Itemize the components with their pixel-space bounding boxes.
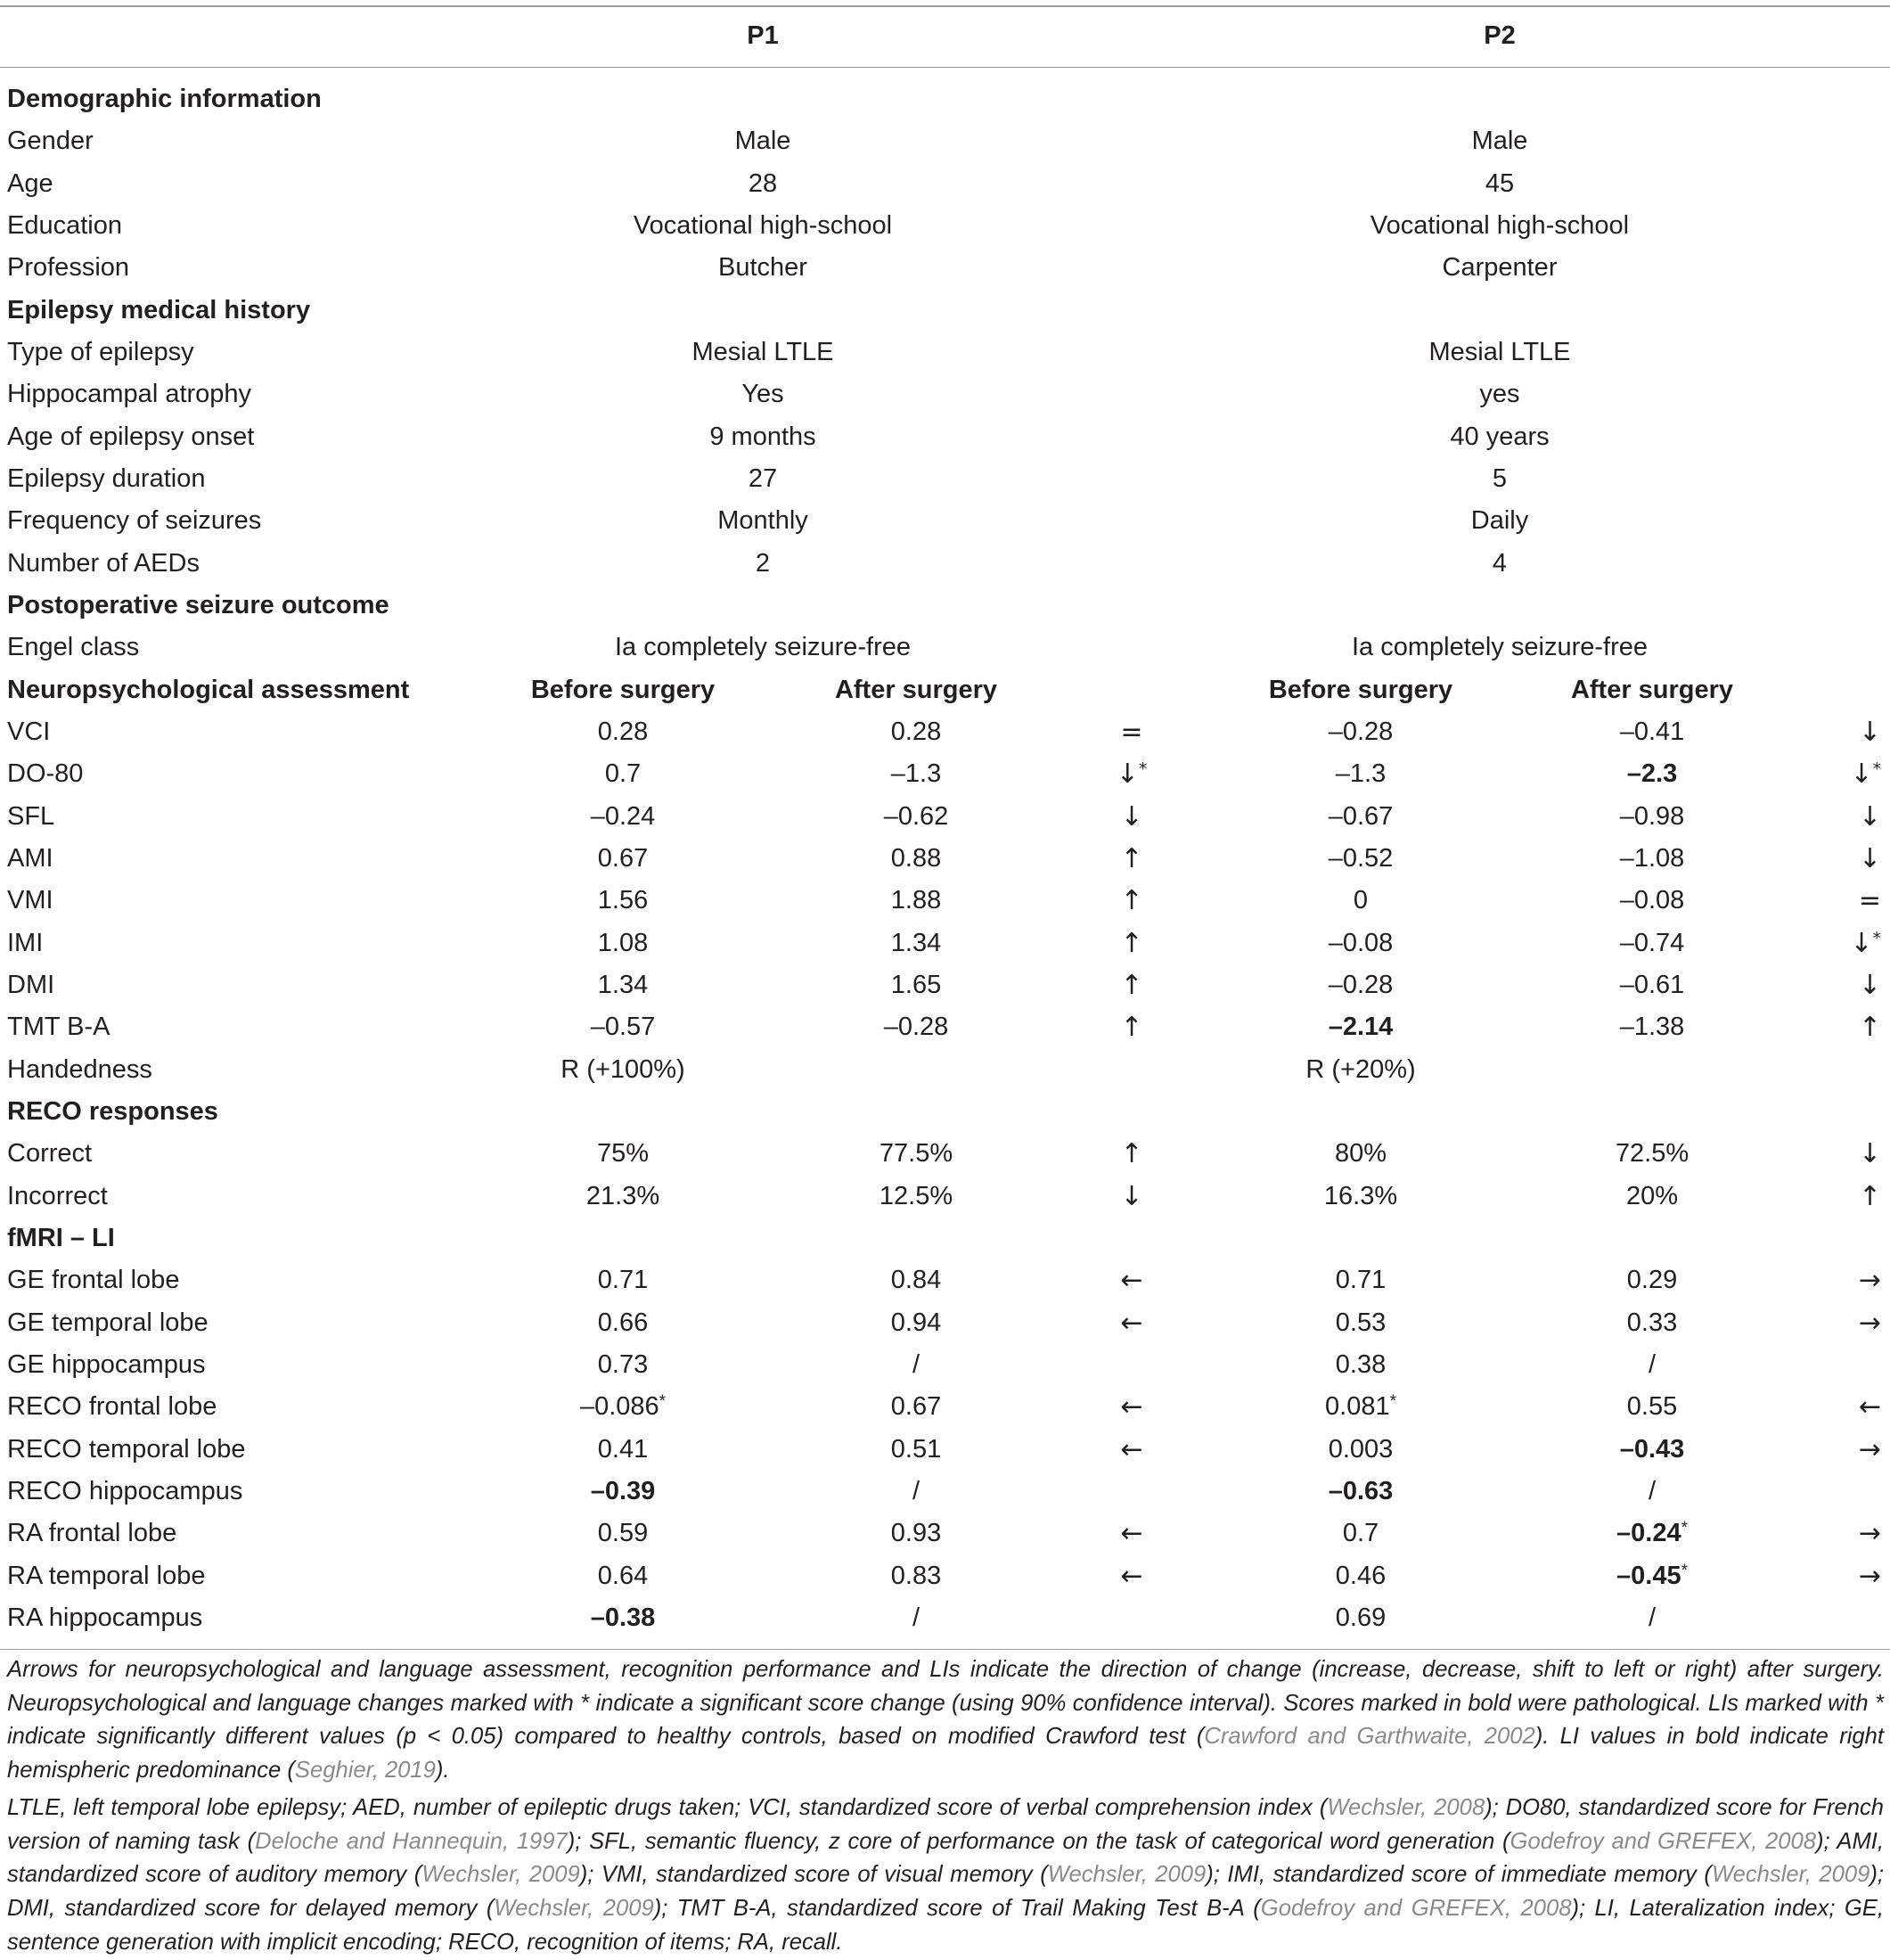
row-label: RA hippocampus xyxy=(7,1603,203,1632)
p1-after-value: 0.83 xyxy=(890,1561,942,1590)
row-label: Epilepsy duration xyxy=(7,463,206,493)
p1-after-value: 0.94 xyxy=(890,1308,942,1337)
p2-change-arrow: → xyxy=(1858,1560,1881,1592)
p2-after-value: / xyxy=(1648,1476,1657,1505)
p2-change-arrow: → xyxy=(1858,1518,1881,1550)
header-rule xyxy=(0,67,1890,68)
footnote-text: ); DO80, standardized score for French version of naming task ( xyxy=(7,1795,1884,1854)
citation-link: Seghier, 2019 xyxy=(294,1758,436,1784)
p1-before-value: –0.086* xyxy=(579,1392,667,1422)
p1-before-value: 0.64 xyxy=(597,1561,649,1590)
p1-after-value: 0.28 xyxy=(890,717,942,746)
citation-link: Wechsler, 2008 xyxy=(1327,1795,1485,1820)
p2-value: yes xyxy=(1479,380,1520,409)
row-label: RECO temporal lobe xyxy=(7,1434,246,1464)
p2-change-arrow: ↓* xyxy=(1850,927,1881,959)
footnote-text: ). xyxy=(435,1758,450,1784)
p2-change-arrow: → xyxy=(1858,1265,1881,1297)
p2-after-value: –0.45* xyxy=(1616,1561,1688,1590)
p1-before-value: –0.57 xyxy=(590,1013,656,1042)
p2-change-arrow: ↑ xyxy=(1858,1012,1881,1044)
p2-change-arrow: → xyxy=(1858,1307,1881,1339)
row-label: Incorrect xyxy=(7,1181,108,1210)
p1-value: Butcher xyxy=(718,253,807,283)
col-header-p1-before: Before surgery xyxy=(530,675,716,704)
row-label: TMT B-A xyxy=(7,1013,110,1042)
section-heading: fMRI – LI xyxy=(7,1223,115,1252)
p2-before-value: –0.52 xyxy=(1328,843,1394,873)
p2-before-value: 0 xyxy=(1353,886,1369,915)
header-p2: P2 xyxy=(1484,21,1516,50)
significance-star: * xyxy=(659,1392,667,1412)
p1-before-value: 0.67 xyxy=(597,843,649,873)
p1-after-value: 0.93 xyxy=(890,1519,942,1548)
p2-before-value: –1.3 xyxy=(1335,759,1387,789)
p2-before-value: –0.63 xyxy=(1328,1476,1394,1505)
p1-value: Male xyxy=(734,127,791,156)
p2-after-value: –0.24* xyxy=(1616,1519,1688,1548)
section-heading: Demographic information xyxy=(7,85,322,113)
p1-change-arrow: ← xyxy=(1120,1265,1143,1297)
p1-change-arrow: ↑ xyxy=(1120,885,1143,917)
p2-change-arrow: ↓* xyxy=(1850,759,1881,791)
row-label: Frequency of seizures xyxy=(7,506,262,536)
p2-value: Daily xyxy=(1470,506,1529,536)
p1-change-arrow: ↑ xyxy=(1120,1138,1143,1170)
footnote-text: LTLE, left temporal lobe epilepsy; AED, number of epileptic drugs taken; VCI, standardized score of verbal comprehension index ( xyxy=(7,1795,1328,1820)
p1-before-value: R (+100%) xyxy=(560,1054,685,1084)
p1-value: 9 months xyxy=(709,422,816,451)
p1-after-value: / xyxy=(912,1349,920,1379)
row-label: DMI xyxy=(7,970,55,999)
col-header-p1-after: After surgery xyxy=(834,675,998,704)
p1-value: 27 xyxy=(748,463,778,493)
p2-before-value: –0.28 xyxy=(1328,717,1394,746)
p2-after-value: 0.55 xyxy=(1626,1392,1678,1422)
p1-before-value: 1.34 xyxy=(597,970,649,999)
row-label: RA temporal lobe xyxy=(7,1561,206,1590)
p1-change-arrow: ← xyxy=(1120,1518,1143,1550)
row-label: RA frontal lobe xyxy=(7,1519,177,1548)
p1-after-value: 1.88 xyxy=(890,886,942,915)
p1-after-value: / xyxy=(912,1603,920,1632)
row-label: VMI xyxy=(7,886,53,915)
footnote-text: ); TMT B-A, standardized score of Trail Making Test B-A ( xyxy=(653,1896,1261,1922)
p2-after-value: / xyxy=(1648,1349,1657,1379)
p1-before-value: 0.59 xyxy=(597,1519,649,1548)
p1-value: 28 xyxy=(748,168,778,198)
p2-after-value: –0.43 xyxy=(1619,1434,1685,1464)
p1-change-arrow: ↑ xyxy=(1120,1012,1143,1044)
p1-before-value: 75% xyxy=(596,1139,650,1169)
section-heading: Neuropsychological assessment xyxy=(7,675,410,704)
p1-after-value: 0.88 xyxy=(890,843,942,873)
row-label: Age xyxy=(7,168,53,198)
p1-value: Ia completely seizure-free xyxy=(614,633,912,662)
p1-value: Yes xyxy=(741,380,784,409)
p1-after-value: –0.62 xyxy=(883,801,949,831)
significance-star: * xyxy=(1138,759,1148,780)
p1-after-value: 0.84 xyxy=(890,1266,942,1295)
p2-after-value: –0.08 xyxy=(1619,886,1685,915)
row-label: Engel class xyxy=(7,633,140,662)
p2-after-value: –2.3 xyxy=(1626,759,1678,789)
p1-after-value: 1.65 xyxy=(890,970,942,999)
row-label: GE frontal lobe xyxy=(7,1266,180,1295)
significance-star: * xyxy=(1872,928,1881,948)
footnote-text: ); AMI, standardized score of auditory memory ( xyxy=(7,1828,1884,1888)
p1-before-value: 0.73 xyxy=(597,1349,649,1379)
p1-change-arrow: ↑ xyxy=(1120,842,1143,874)
p2-before-value: –2.14 xyxy=(1328,1013,1394,1042)
p2-before-value: 0.003 xyxy=(1328,1434,1394,1464)
p1-after-value: 0.51 xyxy=(890,1434,942,1464)
p1-after-value: –1.3 xyxy=(890,759,942,789)
footnote-text: ); DMI, standardized score for delayed memory ( xyxy=(7,1862,1884,1922)
p2-value: Ia completely seizure-free xyxy=(1351,633,1649,662)
p1-value: Mesial LTLE xyxy=(691,337,834,366)
p2-change-arrow: ↓ xyxy=(1858,1138,1881,1170)
significance-star: * xyxy=(1389,1392,1396,1412)
p2-change-arrow: → xyxy=(1858,1433,1881,1465)
footnote-text: ); IMI, standardized score of immediate memory ( xyxy=(1206,1862,1712,1888)
p1-after-value: / xyxy=(912,1476,920,1505)
p2-change-arrow: ↓ xyxy=(1858,969,1881,1001)
p1-change-arrow: ↓ xyxy=(1120,800,1143,832)
p1-before-value: –0.24 xyxy=(590,801,656,831)
p1-before-value: 0.41 xyxy=(597,1434,649,1464)
p1-change-arrow: ↑ xyxy=(1120,969,1143,1001)
p1-before-value: 0.71 xyxy=(597,1266,649,1295)
p1-before-value: 1.56 xyxy=(597,886,649,915)
p1-change-arrow: ← xyxy=(1120,1307,1143,1339)
p1-value: Vocational high-school xyxy=(633,210,893,240)
p2-after-value: –0.74 xyxy=(1619,928,1685,957)
p1-change-arrow: ↓* xyxy=(1116,759,1148,791)
section-heading: Epilepsy medical history xyxy=(7,295,311,324)
p1-value: 2 xyxy=(755,548,771,578)
p1-after-value: 1.34 xyxy=(890,928,942,957)
section-heading: Postoperative seizure outcome xyxy=(7,590,389,619)
p2-after-value: 0.29 xyxy=(1626,1266,1678,1295)
p1-after-value: 12.5% xyxy=(879,1181,953,1210)
citation-link: Wechsler, 2009 xyxy=(421,1862,580,1888)
p2-change-arrow: ↓ xyxy=(1858,716,1881,748)
p2-before-value: 0.69 xyxy=(1335,1603,1387,1632)
significance-star: * xyxy=(1681,1519,1688,1538)
citation-link: Wechsler, 2009 xyxy=(494,1896,654,1922)
p1-change-arrow: ↑ xyxy=(1120,927,1143,959)
p1-after-value: 77.5% xyxy=(879,1139,953,1169)
p2-before-value: 16.3% xyxy=(1323,1181,1398,1210)
p2-after-value: –0.61 xyxy=(1619,970,1685,999)
p2-before-value: 0.46 xyxy=(1335,1561,1387,1590)
p1-value: Monthly xyxy=(717,506,808,536)
p2-before-value: 0.38 xyxy=(1335,1349,1387,1379)
p2-value: Carpenter xyxy=(1442,253,1558,283)
significance-star: * xyxy=(1872,759,1881,780)
citation-link: Godefroy and GREFEX, 2008 xyxy=(1260,1896,1572,1922)
row-label: RECO frontal lobe xyxy=(7,1392,217,1422)
citation-link: Wechsler, 2009 xyxy=(1047,1862,1207,1888)
p2-after-value: –1.38 xyxy=(1619,1013,1685,1042)
p2-change-arrow: = xyxy=(1858,885,1881,917)
p1-change-arrow: ← xyxy=(1120,1391,1143,1423)
p2-after-value: 20% xyxy=(1625,1181,1679,1210)
p1-change-arrow: ← xyxy=(1120,1560,1143,1592)
row-label: Education xyxy=(7,210,122,240)
row-label: RECO hippocampus xyxy=(7,1476,243,1505)
p2-before-value: –0.67 xyxy=(1328,801,1394,831)
p2-before-value: 80% xyxy=(1334,1139,1387,1169)
row-label: Profession xyxy=(7,253,130,283)
citation-link: Deloche and Hannequin, 1997 xyxy=(255,1828,568,1854)
footnote-text: ); VMI, standardized score of visual memory ( xyxy=(579,1862,1048,1888)
p2-before-value: –0.28 xyxy=(1328,970,1394,999)
p1-before-value: –0.38 xyxy=(590,1603,656,1632)
row-label: GE hippocampus xyxy=(7,1349,206,1379)
col-header-p2-after: After surgery xyxy=(1570,675,1734,704)
row-label: SFL xyxy=(7,801,55,831)
p2-change-arrow: ← xyxy=(1858,1391,1881,1423)
p1-after-value: 0.67 xyxy=(890,1392,942,1422)
p2-value: 45 xyxy=(1485,168,1515,198)
p2-change-arrow: ↓ xyxy=(1858,800,1881,832)
p2-before-value: –0.08 xyxy=(1328,928,1394,957)
p2-value: Male xyxy=(1471,127,1528,156)
p2-before-value: 0.081* xyxy=(1325,1392,1396,1422)
p2-before-value: R (+20%) xyxy=(1305,1054,1416,1084)
p1-before-value: 0.7 xyxy=(604,759,642,789)
table-footnote-abbreviations xyxy=(7,1792,1884,1960)
row-label: GE temporal lobe xyxy=(7,1308,209,1337)
bottom-rule xyxy=(0,1649,1890,1650)
p2-after-value: / xyxy=(1648,1603,1657,1632)
p1-change-arrow: ← xyxy=(1120,1433,1143,1465)
p2-value: 4 xyxy=(1492,548,1508,578)
header-p1: P1 xyxy=(747,21,779,50)
p2-before-value: 0.53 xyxy=(1335,1308,1387,1337)
row-label: DO-80 xyxy=(7,759,84,789)
p2-after-value: –0.98 xyxy=(1619,801,1685,831)
row-label: Handedness xyxy=(7,1054,152,1084)
citation-link: Crawford and Garthwaite, 2002 xyxy=(1204,1724,1535,1750)
p2-value: 5 xyxy=(1492,463,1508,493)
top-rule xyxy=(0,5,1890,7)
p2-after-value: 0.33 xyxy=(1626,1308,1678,1337)
row-label: Type of epilepsy xyxy=(7,337,194,366)
significance-star: * xyxy=(1681,1561,1688,1580)
p1-before-value: 1.08 xyxy=(597,928,649,957)
p2-after-value: –1.08 xyxy=(1619,843,1685,873)
p2-change-arrow: ↓ xyxy=(1858,842,1881,874)
row-label: IMI xyxy=(7,928,44,957)
p2-value: Vocational high-school xyxy=(1370,210,1630,240)
p1-before-value: 0.28 xyxy=(597,717,649,746)
p1-before-value: –0.39 xyxy=(590,1476,656,1505)
p2-value: 40 years xyxy=(1450,422,1550,451)
row-label: AMI xyxy=(7,843,53,873)
p1-change-arrow: ↓ xyxy=(1120,1180,1143,1212)
p1-change-arrow: = xyxy=(1120,716,1143,748)
footnote-text: ); SFL, semantic fluency, z core of performance on the task of categorical word generation ( xyxy=(567,1828,1510,1854)
section-heading: RECO responses xyxy=(7,1096,218,1126)
citation-link: Godefroy and GREFEX, 2008 xyxy=(1510,1828,1816,1854)
row-label: Hippocampal atrophy xyxy=(7,380,252,409)
row-label: VCI xyxy=(7,717,51,746)
p2-change-arrow: ↑ xyxy=(1858,1180,1881,1212)
row-label: Age of epilepsy onset xyxy=(7,422,255,451)
p1-before-value: 0.66 xyxy=(597,1308,649,1337)
footnote-text: Arrows for neuropsychological and language assessment, recognition performance and LIs indicate the direction of change (increase, decrease, shift to left or right) after surgery. Neuropsychological and language changes marked with * indicate a significant score change (using 90% confidence interval). Scores marked in bold were pathological. LIs marked with * indicate significantly different values (p < 0.05) compared to healthy controls, based on modified Crawford test ( xyxy=(7,1657,1884,1750)
p2-after-value: 72.5% xyxy=(1615,1139,1690,1169)
p1-after-value: –0.28 xyxy=(883,1013,949,1042)
row-label: Gender xyxy=(7,127,94,156)
col-header-p2-before: Before surgery xyxy=(1268,675,1453,704)
row-label: Number of AEDs xyxy=(7,548,200,578)
p2-value: Mesial LTLE xyxy=(1428,337,1571,366)
footnote-text: ); LI, Lateralization index; GE, sentence generation with implicit encoding; RECO, recognition of items; RA, recall. xyxy=(7,1896,1884,1955)
p1-before-value: 21.3% xyxy=(585,1181,660,1210)
table-footnote-legend xyxy=(7,1653,1884,1788)
p2-before-value: 0.71 xyxy=(1335,1266,1387,1295)
footnote-text: ). LI values in bold indicate right hemispheric predominance ( xyxy=(7,1724,1884,1784)
citation-link: Wechsler, 2009 xyxy=(1711,1862,1870,1888)
p2-after-value: –0.41 xyxy=(1619,717,1685,746)
row-label: Correct xyxy=(7,1139,93,1169)
p2-before-value: 0.7 xyxy=(1342,1519,1379,1548)
